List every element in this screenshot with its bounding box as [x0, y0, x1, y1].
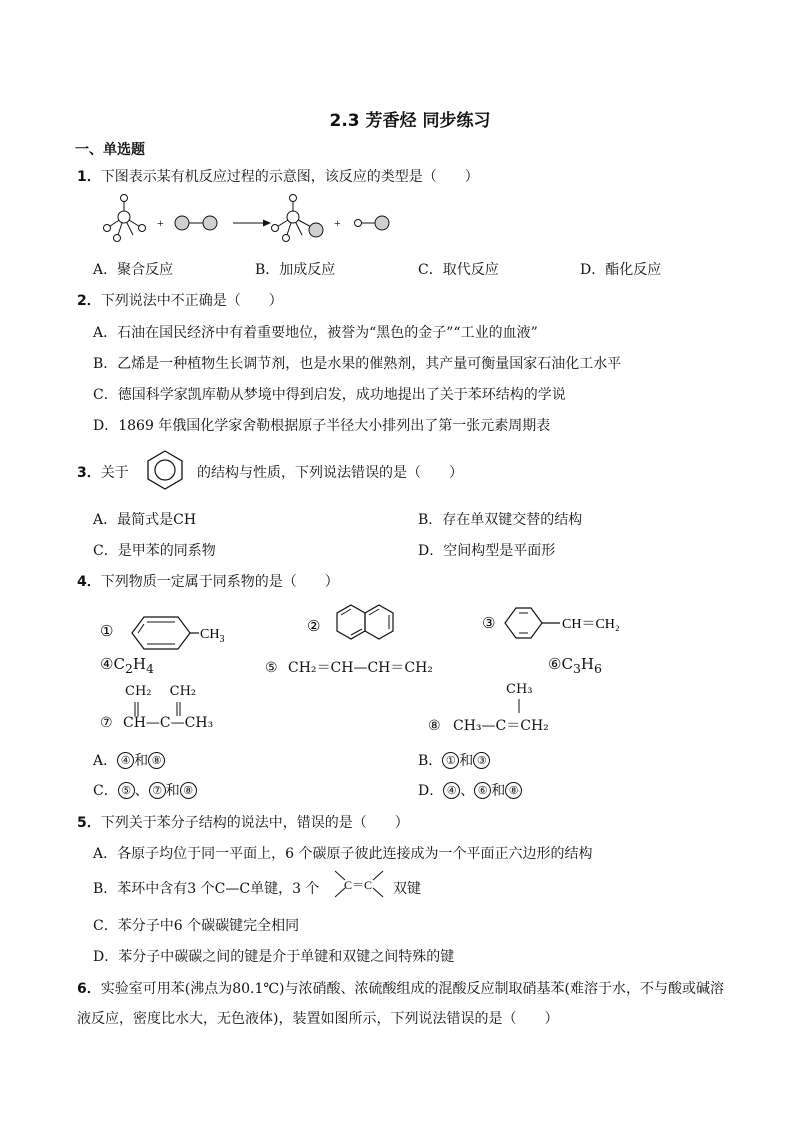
formula-part: H [580, 655, 594, 673]
ref-3: ③ [473, 752, 490, 769]
formula-subscript: 6 [593, 661, 602, 676]
question-text: 实验室可用苯(沸点为80.1℃)与浓硝酸、浓硫酸组成的混酸反应制取硝基苯(难溶于水，不与酸或碱溶 [100, 981, 724, 997]
question-3-text: 的结构与性质，下列说法错误的是（ ） [197, 465, 463, 481]
ref-4: ④ [117, 752, 134, 769]
structure-1-toluene [100, 608, 240, 658]
q4-option-b[interactable] [418, 750, 490, 770]
label-3: ③ [482, 616, 496, 632]
q1-option-b[interactable]: B．加成反应 [255, 262, 336, 278]
question-text: 下列物质一定属于同系物的是（ ） [100, 574, 339, 590]
ref-5: ⑤ [118, 782, 135, 799]
structure-8-top: CH₃ [506, 682, 533, 697]
label-2: ② [307, 619, 321, 635]
formula-part: H [132, 655, 146, 673]
f7-top2: CH₂ [169, 684, 197, 699]
q2-option-a[interactable]: A．石油在国民经济中有着重要地位，被誉为“黑色的金子”“工业的血液” [93, 325, 538, 341]
option-letter: A． [93, 753, 118, 769]
reaction-diagram [97, 190, 397, 245]
label-8: ⑧ [428, 718, 441, 734]
label-7: ⑦ [100, 715, 113, 731]
formula-subscript: 2 [124, 661, 133, 676]
option-text: B．苯环中含有3 个C—C单键，3 个 [93, 881, 320, 897]
separator: 、 [134, 783, 149, 799]
question-number: 4． [77, 574, 101, 590]
formula-part: C [113, 655, 125, 673]
benzene-structure [143, 448, 187, 492]
structure-2-naphthalene [305, 600, 415, 660]
q5-option-d[interactable]: D．苯分子中碳碳之间的键是介于单键和双键之间特殊的键 [93, 949, 455, 965]
separator: 、 [460, 783, 475, 799]
question-number: 3． [77, 465, 101, 481]
cc-double-bond: C＝C [344, 878, 373, 892]
question-3 [77, 462, 129, 482]
label-6: ⑥ [548, 655, 562, 673]
svg-text:+: + [157, 216, 164, 230]
structure-8-main [428, 715, 549, 735]
q5-option-b-suffix: 双键 [393, 881, 421, 897]
ref-6: ⑥ [474, 782, 491, 799]
section-heading: 一、单选题 [75, 142, 145, 158]
option-letter: D． [418, 783, 444, 799]
q5-option-a[interactable]: A．各原子均位于同一平面上，6 个碳原子彼此连接成为一个平面正六边形的结构 [93, 846, 593, 862]
label-1: ① [100, 624, 114, 640]
question-text: 下列说法中不正确是（ ） [100, 293, 283, 309]
formula-part: C [561, 655, 573, 673]
formula-subscript: 3 [572, 661, 581, 676]
q4-option-a[interactable] [93, 750, 165, 770]
question-5 [77, 812, 409, 832]
question-4 [77, 571, 339, 591]
structure-6-propene [548, 655, 602, 676]
q1-option-d[interactable]: D．酯化反应 [580, 262, 662, 278]
formula-5: CH₂＝CH—CH＝CH₂ [288, 660, 433, 676]
structure-4-ethene [100, 655, 154, 676]
ref-8: ⑧ [505, 782, 522, 799]
q5-option-c[interactable]: C．苯分子中6 个碳碳键完全相同 [93, 918, 300, 934]
ref-8: ⑧ [180, 782, 197, 799]
structure-7-main [100, 715, 213, 731]
ref-7: ⑦ [149, 782, 166, 799]
q2-option-b[interactable]: B．乙烯是一种植物生长调节剂，也是水果的催熟剂，其产量可衡量国家石油化工水平 [93, 356, 622, 372]
f7-top1: CH₂ [125, 684, 152, 699]
q1-option-c[interactable]: C．取代反应 [418, 262, 499, 278]
methyl-group: CH [200, 627, 220, 642]
question-6 [77, 978, 724, 998]
methyl-subscript: 3 [219, 634, 225, 645]
question-text: 下列关于苯分子结构的说法中，错误的是（ ） [100, 815, 409, 831]
q3-option-b[interactable]: B．存在单双键交替的结构 [418, 512, 583, 528]
q4-option-d[interactable] [418, 780, 522, 800]
label-4: ④ [100, 655, 114, 673]
structure-5-butadiene [265, 657, 433, 677]
structure-3-styrene [482, 600, 642, 650]
ref-1: ① [442, 752, 459, 769]
vinyl-group: CH＝CH₂ [562, 617, 620, 632]
conjunction: 和 [459, 753, 474, 769]
svg-text:+: + [334, 216, 341, 230]
label-5: ⑤ [265, 660, 278, 676]
formula-subscript: 4 [145, 661, 154, 676]
page-title: 2.3 芳香烃 同步练习 [329, 111, 491, 131]
option-letter: C． [93, 783, 118, 799]
question-text: 下图表示某有机反应过程的示意图，该反应的类型是（ ） [100, 169, 479, 185]
formula-7: CH—C—CH₃ [123, 715, 214, 731]
q2-option-d[interactable]: D．1869 年俄国化学家舍勒根据原子半径大小排列出了第一张元素周期表 [93, 418, 551, 434]
svg-text:CH3 [200, 627, 224, 645]
q1-option-a[interactable]: A．聚合反应 [93, 262, 174, 278]
formula-8: CH₃—C＝CH₂ [453, 718, 549, 734]
question-text-pre: 关于 [100, 465, 129, 481]
question-1 [77, 166, 479, 186]
question-6-line2: 液反应，密度比水大，无色液体)，装置如图所示，下列说法错误的是（ ） [77, 1011, 559, 1027]
structure-7-top-groups [125, 684, 196, 699]
q3-option-a[interactable]: A．最简式是CH [93, 512, 197, 528]
question-number: 5． [77, 815, 101, 831]
conjunction: 和 [165, 783, 180, 799]
question-2 [77, 290, 283, 310]
structure-8-bond [514, 698, 524, 714]
question-number: 2． [77, 293, 101, 309]
q4-option-c[interactable] [93, 780, 197, 800]
q5-option-b[interactable] [93, 878, 319, 898]
ref-4: ④ [443, 782, 460, 799]
conjunction: 和 [134, 753, 149, 769]
double-bond-structure [333, 868, 385, 900]
q3-option-d[interactable]: D．空间构型是平面形 [418, 543, 556, 559]
question-number: 1． [77, 169, 101, 185]
option-letter: B． [418, 753, 443, 769]
question-number: 6． [77, 981, 101, 997]
q3-option-c[interactable]: C．是甲苯的同系物 [93, 543, 216, 559]
conjunction: 和 [491, 783, 506, 799]
q2-option-c[interactable]: C．德国科学家凯库勒从梦境中得到启发，成功地提出了关于苯环结构的学说 [93, 387, 566, 403]
ref-8: ⑧ [148, 752, 165, 769]
